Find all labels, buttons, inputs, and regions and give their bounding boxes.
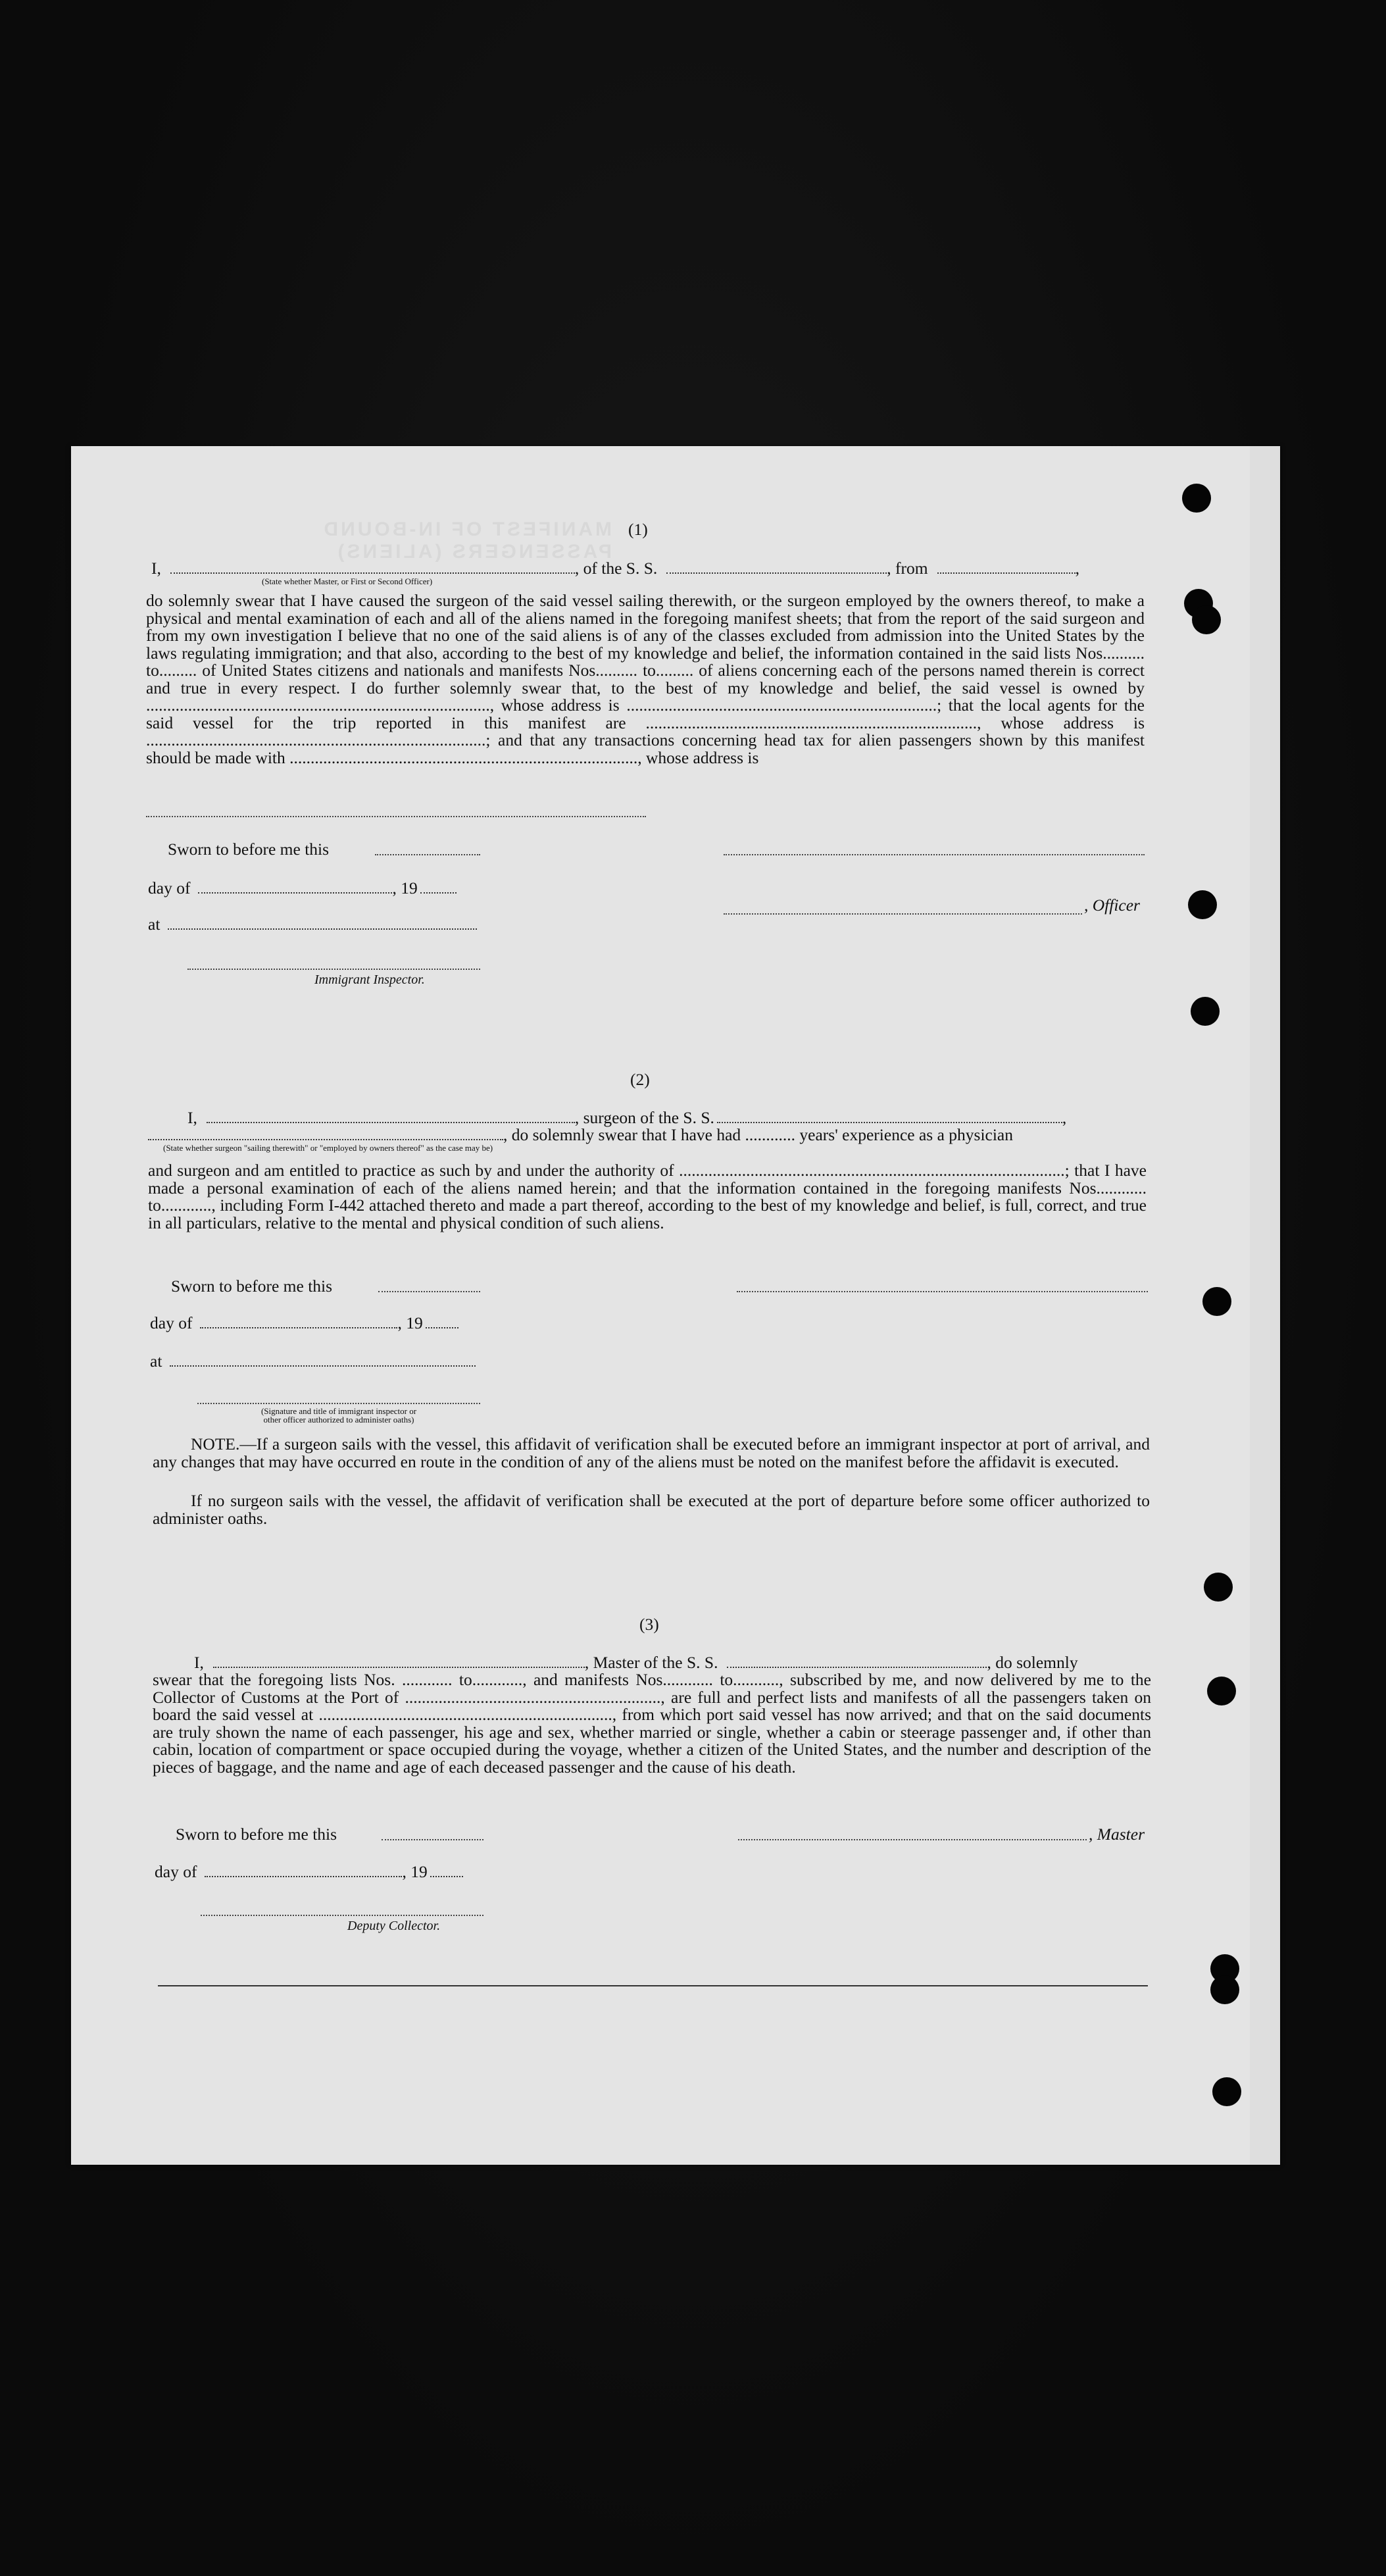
punch-hole: [1182, 484, 1211, 513]
bottom-rule: [158, 1985, 1148, 1986]
officer-signature-line: [724, 913, 1082, 915]
signature-caption-line-1: (Signature and title of immigrant inspector or: [260, 1406, 417, 1416]
signature-line: [737, 1291, 1148, 1292]
caption-master-officer: (State whether Master, or First or Second Officer): [262, 576, 433, 586]
section-1-opening: I, , of the S. S. , from ,: [151, 559, 1079, 578]
caption-surgeon-status: (State whether surgeon "sailing therewith" or "employed by owners thereof" as the case may be): [163, 1143, 493, 1153]
punch-hole: [1191, 997, 1220, 1026]
section-2-opening: I, , surgeon of the S. S. ,: [187, 1108, 1067, 1127]
collector-signature-line: [201, 1915, 483, 1916]
deputy-collector-label: Deputy Collector.: [347, 1919, 441, 1933]
punch-hole: [1188, 890, 1217, 919]
master-label: , Master: [1089, 1825, 1145, 1844]
day-of-label: day of , 19: [150, 1315, 458, 1332]
surgeon-note: NOTE.—If a surgeon sails with the vessel, this affidavit of verification shall be executed before an immigrant inspector at port of arrival, and any changes that may have occurred en route in the condition of any of the aliens must be noted on the manifest before the affidavit is executed.: [153, 1434, 1150, 1471]
sworn-date-line: [375, 854, 480, 855]
inspector-signature-line: [187, 969, 480, 970]
inspector-signature-line: [197, 1403, 480, 1404]
day-of-label: day of , 19: [148, 880, 457, 897]
section-2-line-2: , do solemnly swear that I have had ............ years' experience as a physician: [148, 1126, 1013, 1144]
officer-label: , Officer: [1084, 896, 1140, 915]
immigrant-inspector-label: Immigrant Inspector.: [314, 972, 425, 987]
sworn-label: Sworn to before me this: [176, 1825, 337, 1844]
page-edge: [1250, 446, 1280, 2165]
sworn-date-line: [382, 1839, 483, 1840]
address-line: [146, 816, 646, 817]
master-signature-line: [738, 1839, 1087, 1840]
section-1-oath-text: do solemnly swear that I have caused the surgeon of the said vessel sailing therewith, or the surgeon employed by the owners thereof, to make a physical and mental examination of each and all of the aliens named in the foregoing manifest sheets; that from the report of the said surgeon and from my own investigation I believe that no one of the said aliens is of any of the classes excluded from admission into the United States by the laws regulating immigration; and that also, according to the best of my knowledge and belief, the information contained in the said lists Nos.......... to......... of United States citizens and nationals and manifests Nos.......... to......... of aliens concerning each of the persons named therein is correct and true in every respect. I do further solemnly swear that, to the best of my knowledge and belief, the said vessel is owned by .................................................................................., whose address is ..........................................................................; that the local agents for the said vessel for the trip reported in this manifest are ..............................................................................., whose address is .................................................................................; and that any transactions concerning head tax for alien passengers shown by this manifest should be made with ..................................................................................., whose address is: [146, 591, 1145, 767]
bleed-through-header: MANIFEST OF IN-BOUND PASSENGERS (ALIENS): [321, 518, 612, 563]
punch-hole: [1202, 1287, 1231, 1316]
section-2-number: (2): [630, 1070, 650, 1089]
at-label: at: [148, 916, 477, 934]
section-3-number: (3): [639, 1615, 659, 1634]
at-label: at: [150, 1353, 476, 1371]
signature-caption-line-2: other officer authorized to administer oaths): [263, 1415, 414, 1425]
signature-line: [724, 854, 1145, 855]
punch-hole: [1204, 1573, 1233, 1602]
punch-hole: [1210, 1975, 1239, 2004]
section-1-number: (1): [628, 520, 648, 539]
sworn-label: Sworn to before me this: [168, 840, 330, 859]
surgeon-note-2: If no surgeon sails with the vessel, the affidavit of verification shall be executed at the port of departure before some officer authorized to administer oaths.: [153, 1491, 1150, 1528]
sworn-date-line: [378, 1291, 480, 1292]
punch-hole: [1212, 2077, 1241, 2106]
punch-hole: [1207, 1677, 1236, 1705]
sworn-label: Sworn to before me this: [171, 1276, 333, 1296]
punch-hole: [1192, 605, 1221, 634]
day-of-label: day of , 19: [155, 1863, 463, 1881]
section-2-oath-text: and surgeon and am entitled to practice as such by and under the authority of ............................................................................................; that I have made a personal examination of each of the aliens named herein; and that the information contained in the foregoing manifests Nos............ to............, including Form I-442 attached thereto and made a part thereof, according to the best of my knowledge and belief, is full, correct, and true in all particulars, relative to the mental and physical condition of such aliens.: [148, 1161, 1147, 1232]
section-3-oath-text: swear that the foregoing lists Nos. ............ to............, and manifests Nos............ to..........., subscribed by me, and now delivered by me to the Collector of Customs at the Port of ............................................................., are full and perfect lists and manifests of all the passengers taken on board the said vessel at ......................................................................, from which port said vessel has now arrived; and that on the said documents are truly shown the name of each passenger, his age and sex, whether married or single, whether a cabin or steerage passenger and, if other than cabin, location of compartment or space occupied during the voyage, whether a citizen of the United States, and the number and description of the pieces of baggage, and the name and age of each deceased passenger and the cause of his death.: [153, 1670, 1151, 1777]
section-3-opening: I, , Master of the S. S. , do solemnly: [194, 1653, 1078, 1672]
